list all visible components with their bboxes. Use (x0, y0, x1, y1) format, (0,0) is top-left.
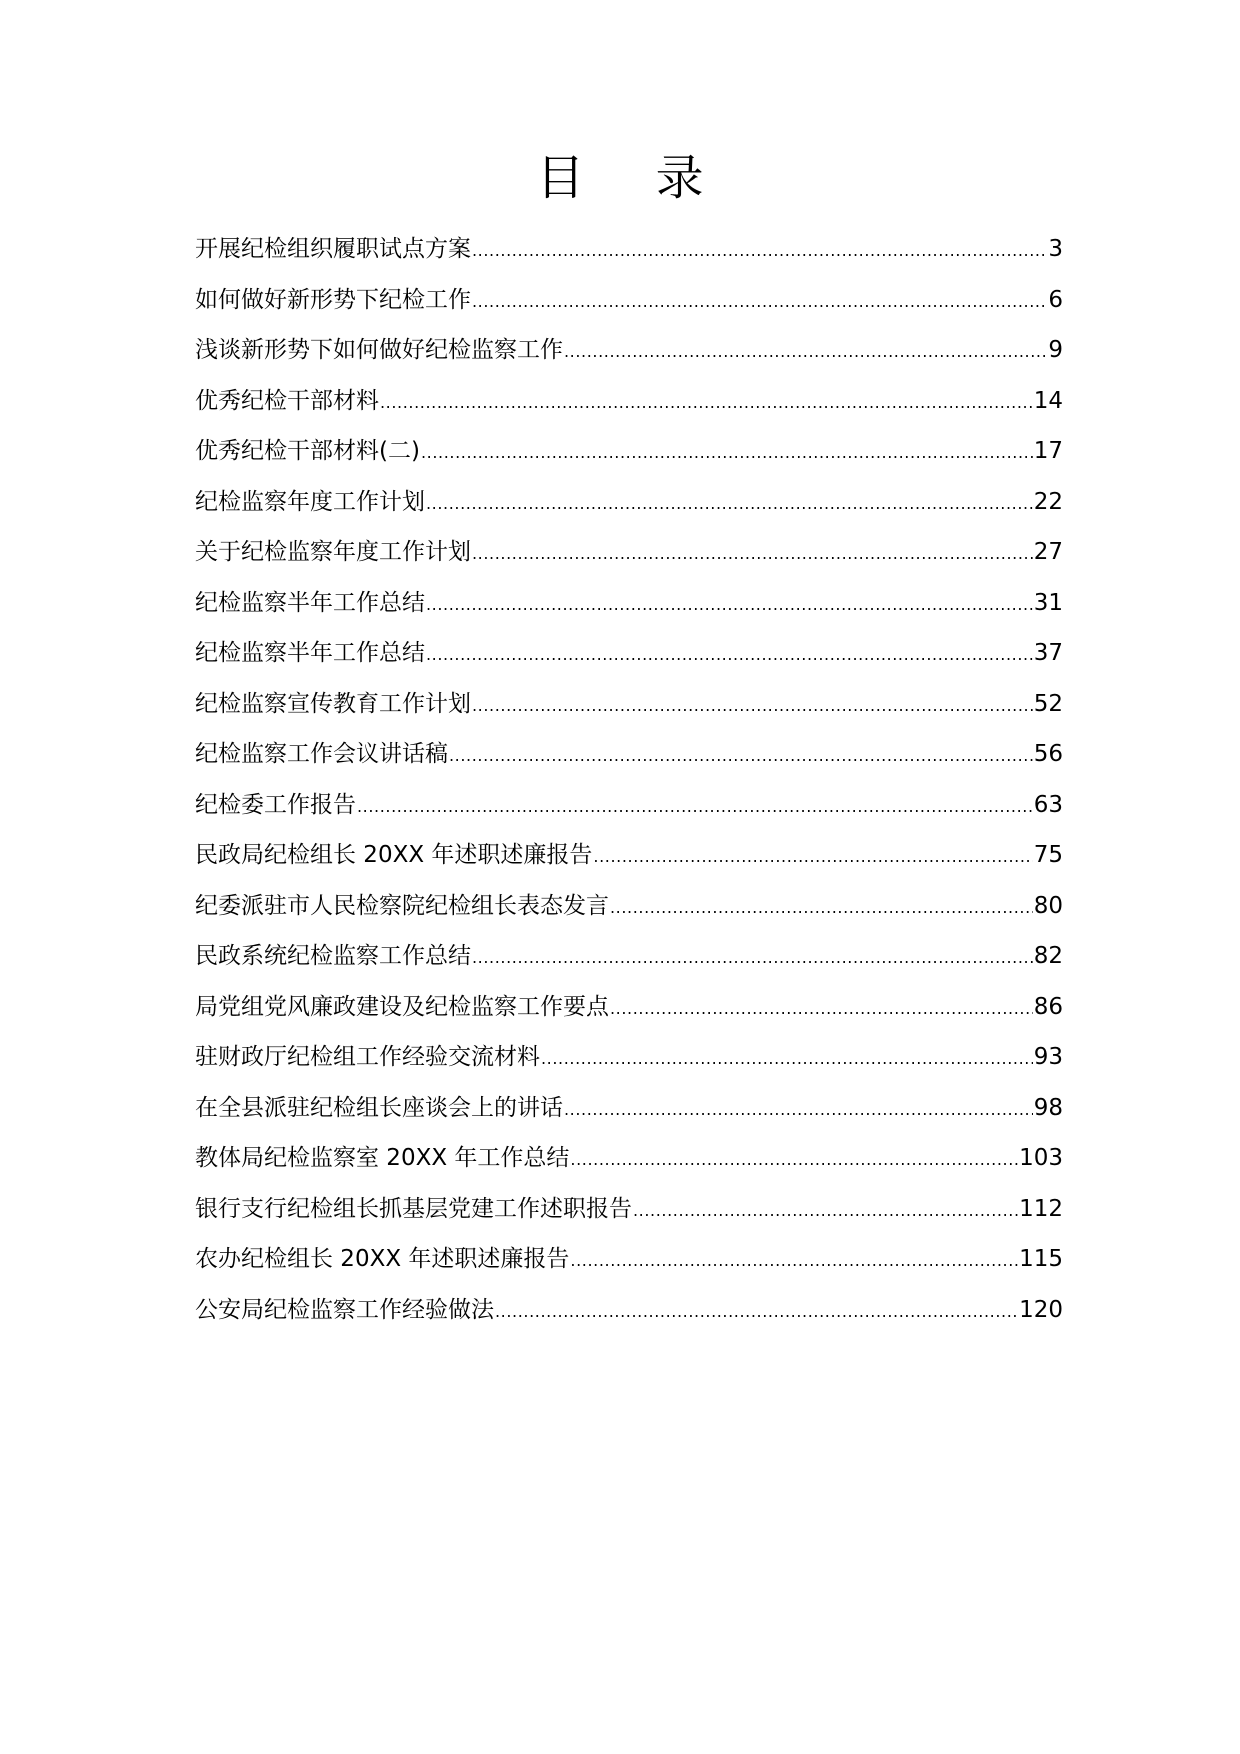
toc-entry-title: 纪检监察半年工作总结 (195, 589, 425, 616)
toc-entry-page: 56 (1033, 741, 1063, 767)
toc-entry-title: 驻财政厅纪检组工作经验交流材料 (195, 1044, 540, 1070)
toc-entry[interactable] (195, 1290, 1063, 1341)
toc-entry-title: 优秀纪检干部材料(二) (195, 438, 420, 464)
dot-leader (593, 835, 1032, 877)
toc-entry[interactable] (195, 381, 1063, 432)
toc-entry[interactable] (195, 633, 1063, 684)
dot-leader (472, 280, 1047, 322)
dot-leader (495, 1290, 1018, 1332)
toc-entry-title: 纪检监察半年工作总结 (195, 640, 425, 666)
toc-entry-title: 浅谈新形势下如何做好纪检监察工作 (195, 337, 563, 363)
dot-leader (570, 1138, 1018, 1180)
dot-leader (610, 987, 1033, 1029)
toc-entry[interactable] (195, 684, 1063, 735)
toc-entry[interactable] (195, 583, 1063, 634)
dot-leader (472, 532, 1033, 574)
dot-leader (610, 886, 1033, 928)
toc-entry-title: 优秀纪检干部材料 (195, 387, 379, 414)
toc-entry-page: 14 (1033, 387, 1063, 414)
toc-entry[interactable] (195, 835, 1063, 886)
toc-entry-title: 开展纪检组织履职试点方案 (195, 236, 471, 262)
toc-entry-page: 93 (1033, 1044, 1063, 1070)
dot-leader (357, 785, 1033, 827)
dot-leader (421, 431, 1033, 473)
toc-entry-title: 局党组党风廉政建设及纪检监察工作要点 (195, 993, 609, 1020)
toc-entry-title: 教体局纪检监察室 20XX 年工作总结 (195, 1145, 570, 1171)
toc-entry[interactable] (195, 330, 1063, 381)
toc-entry[interactable] (195, 886, 1063, 937)
toc-entry[interactable] (195, 936, 1063, 987)
dot-leader (570, 1239, 1018, 1281)
toc-entry-title: 纪检委工作报告 (195, 791, 356, 818)
toc-entry[interactable] (195, 785, 1063, 836)
toc-entry-title: 关于纪检监察年度工作计划 (195, 539, 471, 565)
dot-leader (472, 936, 1033, 978)
toc-entry[interactable] (195, 1037, 1063, 1088)
toc-entry[interactable] (195, 229, 1063, 280)
toc-entry[interactable] (195, 431, 1063, 482)
toc-entry[interactable] (195, 1239, 1063, 1290)
toc-entry-page: 9 (1048, 337, 1063, 363)
dot-leader (426, 633, 1033, 675)
toc-entry-page: 115 (1019, 1246, 1063, 1272)
page-title: 目 录 (536, 150, 732, 206)
toc-entry-title: 农办纪检组长 20XX 年述职述廉报告 (195, 1246, 570, 1272)
toc-entry[interactable] (195, 532, 1063, 583)
toc-entry-page: 120 (1019, 1296, 1063, 1323)
dot-leader (426, 583, 1033, 625)
toc-entry[interactable] (195, 987, 1063, 1038)
toc-entry-page: 22 (1033, 488, 1063, 515)
toc-entry-page: 98 (1033, 1094, 1063, 1121)
toc-entry-page: 86 (1033, 993, 1063, 1020)
toc-entry-page: 6 (1048, 286, 1063, 313)
toc-entry[interactable] (195, 482, 1063, 533)
toc-entry-page: 103 (1019, 1145, 1063, 1171)
toc-entry-page: 27 (1033, 539, 1063, 565)
toc-entry[interactable] (195, 1189, 1063, 1240)
dot-leader (426, 482, 1033, 524)
dot-leader (449, 734, 1033, 776)
toc-entry-page: 31 (1033, 589, 1063, 616)
toc-entry-title: 民政系统纪检监察工作总结 (195, 943, 471, 969)
toc-entry[interactable] (195, 734, 1063, 785)
toc-entry[interactable] (195, 1088, 1063, 1139)
toc-entry-page: 82 (1033, 943, 1063, 969)
dot-leader (472, 229, 1047, 271)
toc-entry[interactable] (195, 1138, 1063, 1189)
toc-entry-title: 民政局纪检组长 20XX 年述职述廉报告 (195, 842, 593, 868)
toc-entry-title: 在全县派驻纪检组长座谈会上的讲话 (195, 1094, 563, 1121)
toc-entry-title: 纪检监察工作会议讲话稿 (195, 741, 448, 767)
toc-entry-title: 纪委派驻市人民检察院纪检组长表态发言 (195, 892, 609, 919)
dot-leader (541, 1037, 1033, 1079)
toc-entry-page: 112 (1019, 1195, 1063, 1222)
toc-entry-page: 37 (1033, 640, 1063, 666)
dot-leader (380, 381, 1033, 423)
toc-entry-title: 纪检监察宣传教育工作计划 (195, 690, 471, 717)
dot-leader (564, 1088, 1033, 1130)
dot-leader (633, 1189, 1018, 1231)
toc-entry-title: 如何做好新形势下纪检工作 (195, 286, 471, 313)
toc-entry-title: 银行支行纪检组长抓基层党建工作述职报告 (195, 1195, 632, 1222)
toc-entry-title: 公安局纪检监察工作经验做法 (195, 1296, 494, 1323)
toc-entry-page: 52 (1033, 690, 1063, 717)
toc-entry-page: 17 (1033, 438, 1063, 464)
dot-leader (472, 684, 1033, 726)
dot-leader (564, 330, 1047, 372)
toc-entry-title: 纪检监察年度工作计划 (195, 488, 425, 515)
toc-entry-page: 75 (1033, 842, 1063, 868)
toc-entry-page: 80 (1033, 892, 1063, 919)
table-of-contents (195, 229, 1063, 1340)
toc-entry-page: 63 (1033, 791, 1063, 818)
toc-entry[interactable] (195, 280, 1063, 331)
toc-entry-page: 3 (1048, 236, 1063, 262)
